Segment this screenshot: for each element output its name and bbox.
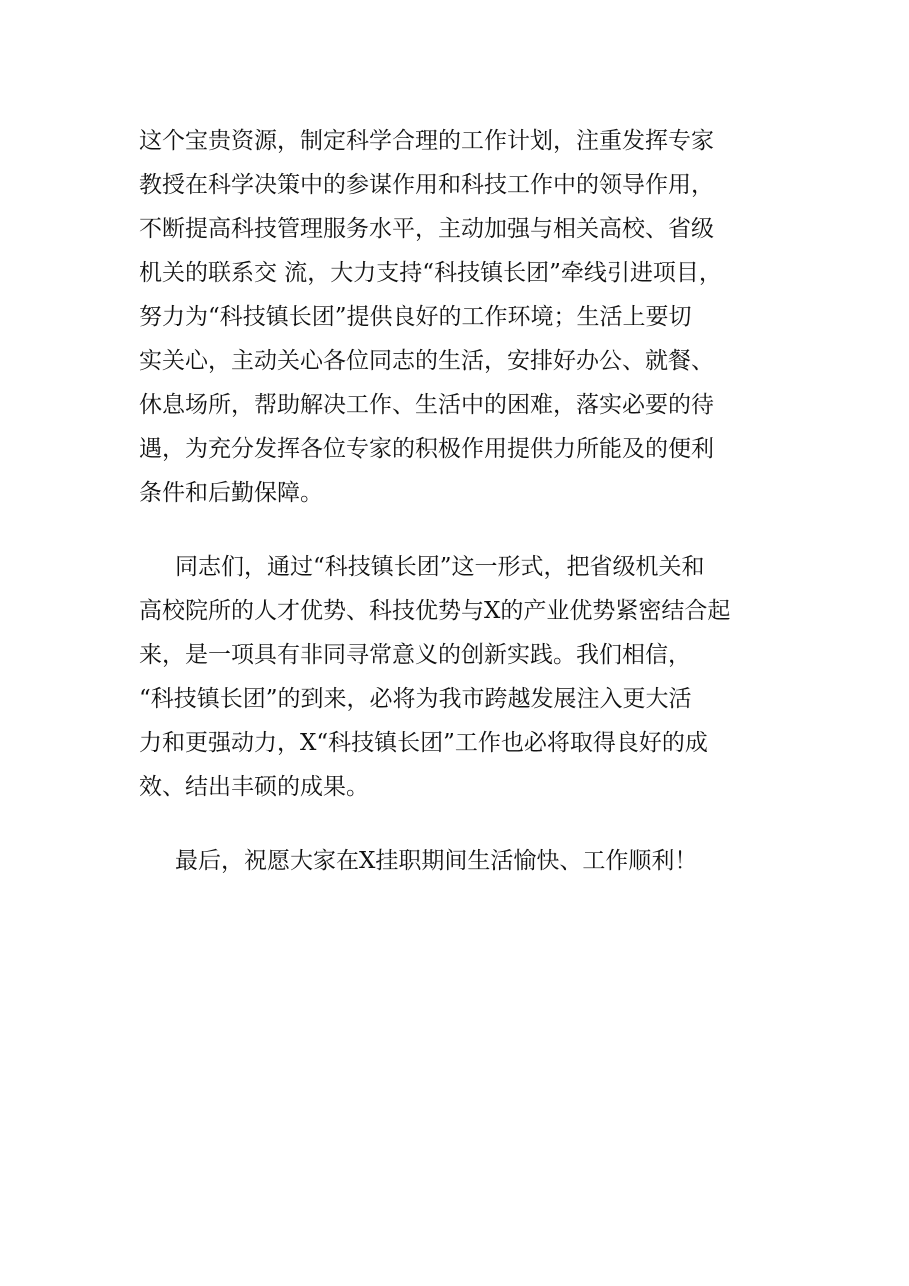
paragraph-1-line-3: 不断提高科技管理服务水平，主动加强与相关高校、省级 (139, 216, 714, 242)
paragraph-2-line-3: 来，是一项具有非同寻常意义的创新实践。我们相信， (139, 642, 691, 668)
paragraph-1-line-1: 这个宝贵资源，制定科学合理的工作计划，注重发挥专家 (139, 128, 714, 154)
paragraph-2-line-1: 同志们，通过“科技镇长团”这一形式，把省级机关和 (175, 554, 705, 580)
paragraph-2-line-5: 力和更强动力，X“科技镇长团”工作也必将取得良好的成 (139, 730, 708, 756)
paragraph-2-line-4: “科技镇长团”的到来，必将为我市跨越发展注入更大活 (139, 686, 692, 712)
paragraph-1-line-4: 机关的联系交 流，大力支持“科技镇长团”牵线引进项目， (139, 260, 722, 286)
paragraph-1-line-9: 条件和后勤保障。 (139, 480, 323, 506)
paragraph-1-line-5: 努力为“科技镇长团”提供良好的工作环境；生活上要切 (139, 304, 692, 330)
paragraph-3-line-1: 最后，祝愿大家在X挂职期间生活愉快、工作顺利！ (175, 848, 698, 874)
paragraph-1-line-2: 教授在科学决策中的参谋作用和科技工作中的领导作用， (139, 172, 714, 198)
paragraph-2-line-6: 效、结出丰硕的成果。 (139, 774, 369, 800)
paragraph-2-line-2: 高校院所的人才优势、科技优势与X的产业优势紧密结合起 (139, 598, 731, 624)
paragraph-1-line-8: 遇，为充分发挥各位专家的积极作用提供力所能及的便利 (139, 436, 714, 462)
paragraph-1-line-7: 休息场所，帮助解决工作、生活中的困难，落实必要的待 (139, 392, 714, 418)
paragraph-1-line-6: 实关心，主动关心各位同志的生活，安排好办公、就餐、 (139, 348, 714, 374)
